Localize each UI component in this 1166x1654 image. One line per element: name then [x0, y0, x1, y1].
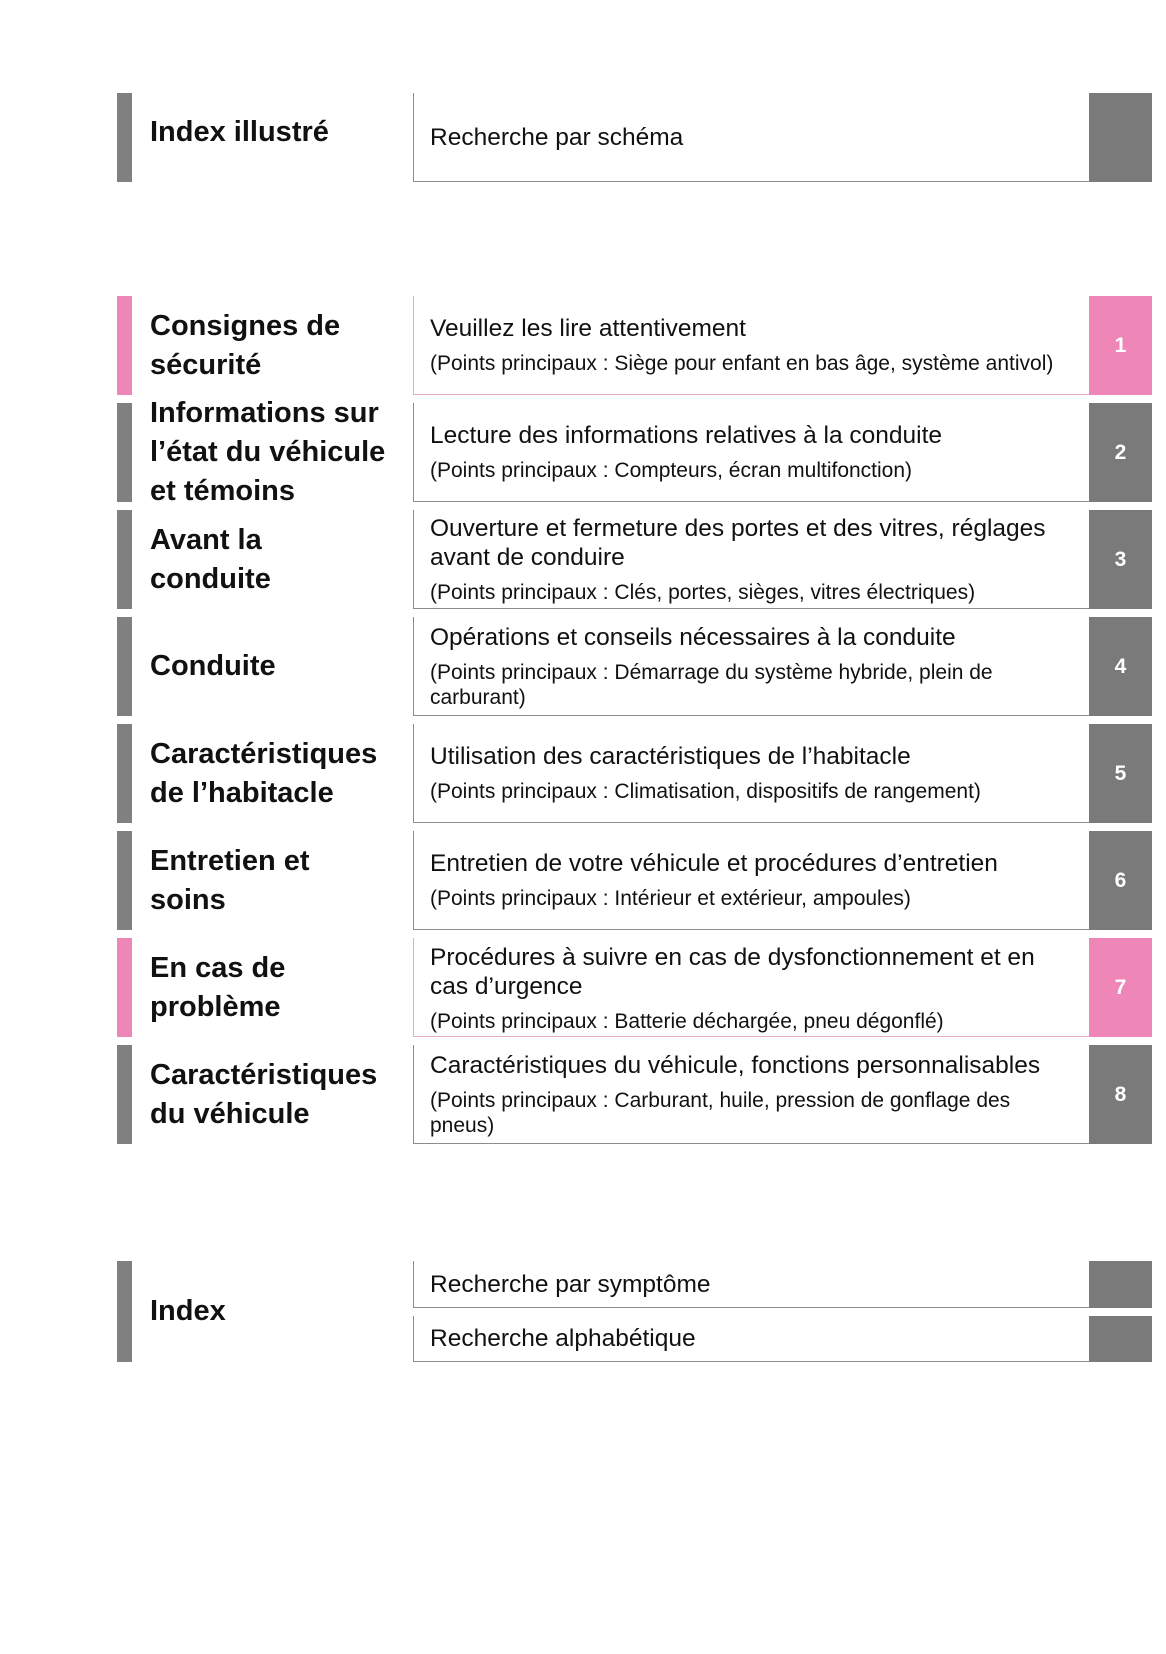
chapter-title-line: Avant la [150, 523, 262, 556]
chapter-row-5[interactable] [0, 724, 1166, 823]
index-title: Index [150, 1295, 226, 1327]
chapter-summary-box[interactable] [413, 1045, 1089, 1144]
chapter-description[interactable]: Opérations et conseils nécessaires à la conduite [430, 623, 956, 651]
chapter-key-points: (Points principaux : Siège pour enfant en bas âge, système antivol) [430, 352, 1054, 375]
chapter-summary-box[interactable] [413, 724, 1089, 823]
chapter-number-tab[interactable]: 1 [1089, 296, 1152, 395]
chapter-side-bar [117, 724, 132, 823]
chapter-summary-box[interactable] [413, 403, 1089, 502]
index-entry-alpha[interactable] [0, 1316, 1166, 1362]
index-entry-symptom-box[interactable] [413, 1261, 1089, 1308]
chapter-key-points: (Points principaux : Climatisation, dispositifs de rangement) [430, 780, 981, 803]
chapter-title-line: sécurité [150, 348, 262, 381]
chapter-description[interactable]: Caractéristiques du véhicule, fonctions personnalisables [430, 1051, 1041, 1079]
chapter-title-line: Informations sur [150, 397, 379, 429]
chapter-title [150, 724, 400, 823]
chapter-key-points: (Points principaux : Clés, portes, sièges, vitres électriques) [430, 580, 976, 604]
index-illustre-box[interactable] [413, 93, 1089, 182]
chapter-number-tab[interactable]: 5 [1089, 724, 1152, 823]
search-by-symptom-link[interactable]: Recherche par symptôme [430, 1270, 711, 1298]
chapter-row-2[interactable] [0, 397, 1166, 507]
search-alphabetical-link[interactable]: Recherche alphabétique [430, 1325, 696, 1352]
chapter-title-line: conduite [150, 562, 271, 595]
chapter-row-6[interactable] [0, 831, 1166, 930]
gray-side-bar [117, 93, 132, 182]
chapter-title [150, 510, 400, 609]
chapter-description[interactable]: Veuillez les lire attentivement [430, 315, 746, 342]
chapter-title-line: Consignes de [150, 309, 341, 342]
chapter-summary-box[interactable] [413, 510, 1089, 609]
chapter-title-line: de l’habitacle [150, 776, 334, 809]
chapter-row-4[interactable] [0, 617, 1166, 716]
chapter-number-tab[interactable]: 8 [1089, 1045, 1152, 1144]
chapter-side-bar [117, 938, 132, 1037]
index-illustre-title: Index illustré [150, 116, 329, 148]
chapter-title-line: et témoins [150, 475, 296, 507]
chapter-title-line: Caractéristiques [150, 737, 378, 770]
chapter-number-tab[interactable]: 3 [1089, 510, 1152, 609]
chapter-title [150, 938, 400, 1037]
index-entry-symptom[interactable] [0, 1261, 1166, 1308]
chapter-number-tab[interactable]: 6 [1089, 831, 1152, 930]
chapter-key-points: (Points principaux : Intérieur et extérieur, ampoules) [430, 887, 911, 910]
index-alpha-tab[interactable] [1089, 1316, 1152, 1362]
chapter-title [150, 1045, 400, 1144]
chapter-description[interactable]: Lecture des informations relatives à la conduite [430, 422, 943, 449]
chapter-key-points: (Points principaux : Compteurs, écran multifonction) [430, 459, 913, 482]
chapter-description[interactable]: Ouverture et fermeture des portes et des vitres, réglages avant de conduire [430, 514, 1046, 571]
chapter-side-bar [117, 1045, 132, 1144]
chapter-summary-box[interactable] [413, 296, 1089, 395]
chapter-key-points: (Points principaux : Démarrage du système hybride, plein de carburant) [430, 660, 993, 709]
chapter-key-points: (Points principaux : Batterie déchargée, pneu dégonflé) [430, 1010, 944, 1033]
chapter-description[interactable]: Utilisation des caractéristiques de l’habitacle [430, 743, 911, 770]
chapter-row-3[interactable] [0, 510, 1166, 609]
chapter-description[interactable]: Entretien de votre véhicule et procédures d’entretien [430, 850, 998, 877]
chapter-summary-box[interactable] [413, 938, 1089, 1037]
index-illustre-tab[interactable] [1089, 93, 1152, 182]
chapter-side-bar [117, 831, 132, 930]
chapter-number-tab[interactable]: 4 [1089, 617, 1152, 716]
chapter-title-line: soins [150, 883, 226, 916]
chapter-side-bar [117, 617, 132, 716]
chapter-side-bar [117, 296, 132, 395]
chapter-title-line: problème [150, 990, 281, 1023]
index-symptom-tab[interactable] [1089, 1261, 1152, 1308]
chapter-title-line: Conduite [150, 650, 276, 682]
chapter-title-line: du véhicule [150, 1097, 310, 1130]
chapter-title-line: En cas de [150, 951, 286, 984]
chapter-summary-box[interactable] [413, 617, 1089, 716]
chapter-title-line: Caractéristiques [150, 1058, 378, 1091]
chapter-side-bar [117, 510, 132, 609]
chapter-title [150, 296, 400, 395]
chapter-title [150, 831, 400, 930]
chapter-number-tab[interactable]: 2 [1089, 403, 1152, 502]
chapter-title-line: Entretien et [150, 844, 310, 877]
chapter-side-bar [117, 403, 132, 502]
chapter-title [150, 617, 400, 716]
index-illustre-row[interactable] [0, 93, 1166, 182]
chapter-key-points: (Points principaux : Carburant, huile, pression de gonflage des pneus) [430, 1088, 1011, 1137]
chapter-description[interactable]: Procédures à suivre en cas de dysfonctionnement et en cas d’urgence [430, 944, 1035, 1000]
index-entry-alpha-box[interactable] [413, 1316, 1089, 1362]
chapter-row-7[interactable] [0, 938, 1166, 1037]
chapter-title [150, 397, 400, 507]
chapter-title-line: l’état du véhicule [150, 436, 386, 468]
chapter-number-tab[interactable]: 7 [1089, 938, 1152, 1037]
chapter-row-8[interactable] [0, 1045, 1166, 1144]
search-by-diagram-link[interactable]: Recherche par schéma [430, 123, 684, 151]
chapter-row-1[interactable] [0, 296, 1166, 395]
chapter-summary-box[interactable] [413, 831, 1089, 930]
